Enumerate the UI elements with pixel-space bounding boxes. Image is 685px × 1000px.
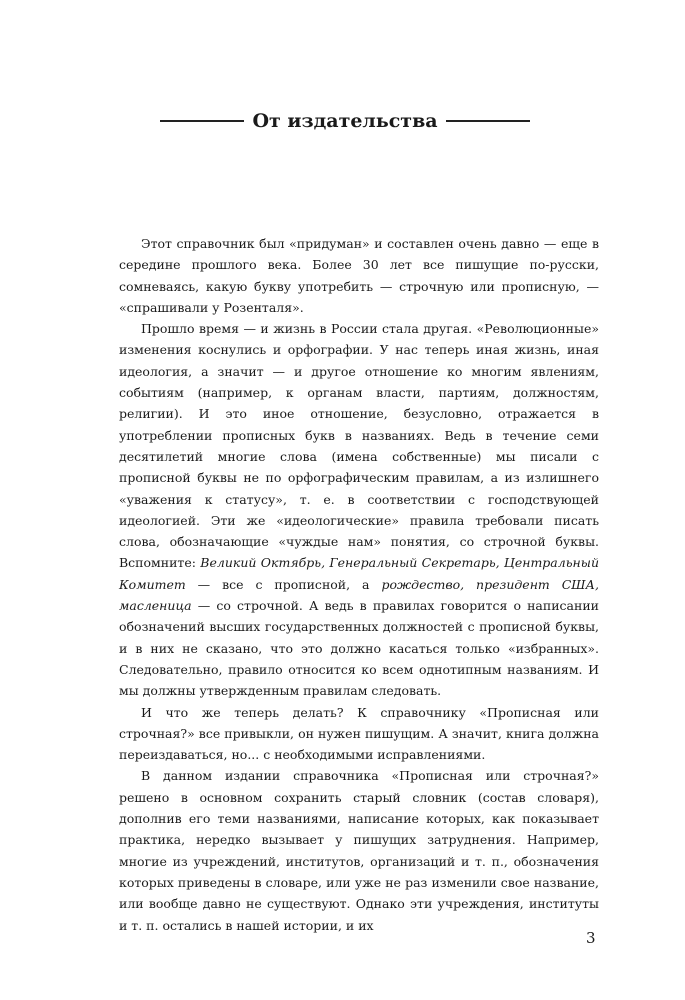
page-heading — [160, 110, 530, 132]
body-text — [119, 233, 599, 936]
heading-rule-right — [446, 120, 530, 121]
paragraph-1 — [119, 233, 599, 318]
text-run: В данном издании справочника «Прописная или строчная?» решено в основном сохранить старый словник (состав словаря), дополнив его теми названиями, написание которых, как показывает практика, нередко вызывает у пишущих затруднения. Например, многие из учреждений, институтов, организаций и т. п., обозначения которых приведены в словаре, или уже не раз изменили свое название, или вообще давно не существуют. Однако эти учреждения, институты и т. п. остались в нашей истории, и их — [119, 768, 599, 933]
heading-title: От издательства — [252, 110, 438, 132]
text-run: — со строчной. А ведь в правилах говорится о написании обозначений высших государственных должностей с прописной буквы, и в них не сказано, что это должно касаться только «избранных». Следовательно, правило относится ко всем однотипным названиям. И мы должны утвержденным правилам следовать. — [119, 598, 599, 699]
heading-rule-left — [160, 120, 244, 121]
italic-examples-uppercase: Великий Октябрь, Генеральный Секретарь, Центральный Комитет — [119, 555, 599, 592]
text-run: Прошло время — и жизнь в России стала другая. «Революционные» изменения коснулись и орфографии. У нас теперь иная жизнь, иная идеология, а значит — и другое отношение ко многим явлениям, событиям (например, к органам власти, партиям, должностям, религии). И это иное отношение, безусловно, отражается в употреблении прописных букв в названиях. Ведь в течение семи десятилетий многие слова (имена собственные) мы писали с прописной буквы не по орфографическим правилам, а из излишнего «уважения к статусу», т. е. в соответствии с господствующей идеологией. Эти же «идеологические» правила требовали писать слова, обозначающие «чуждые нам» понятия, со строчной буквы. Вспомните: — [119, 321, 599, 571]
paragraph-4 — [119, 765, 599, 935]
paragraph-2 — [119, 318, 599, 701]
paragraph-3 — [119, 702, 599, 766]
text-run: Этот справочник был «придуман» и составлен очень давно — еще в середине прошлого века. Более 30 лет все пишущие по-русски, сомневаясь, какую букву употребить — строчную или прописную, — «спрашивали у Розенталя». — [119, 236, 599, 315]
page-number: 3 — [586, 929, 596, 947]
italic-examples-lowercase: рождество, президент США, масленица — [119, 576, 599, 614]
text-run: И что же теперь делать? К справочнику «Прописная или строчная?» все привыкли, он нужен пишущим. А значит, книга должна переиздаваться, но... с необходимыми исправлениями. — [119, 704, 599, 763]
text-run: — все с прописной, а — [185, 576, 382, 592]
